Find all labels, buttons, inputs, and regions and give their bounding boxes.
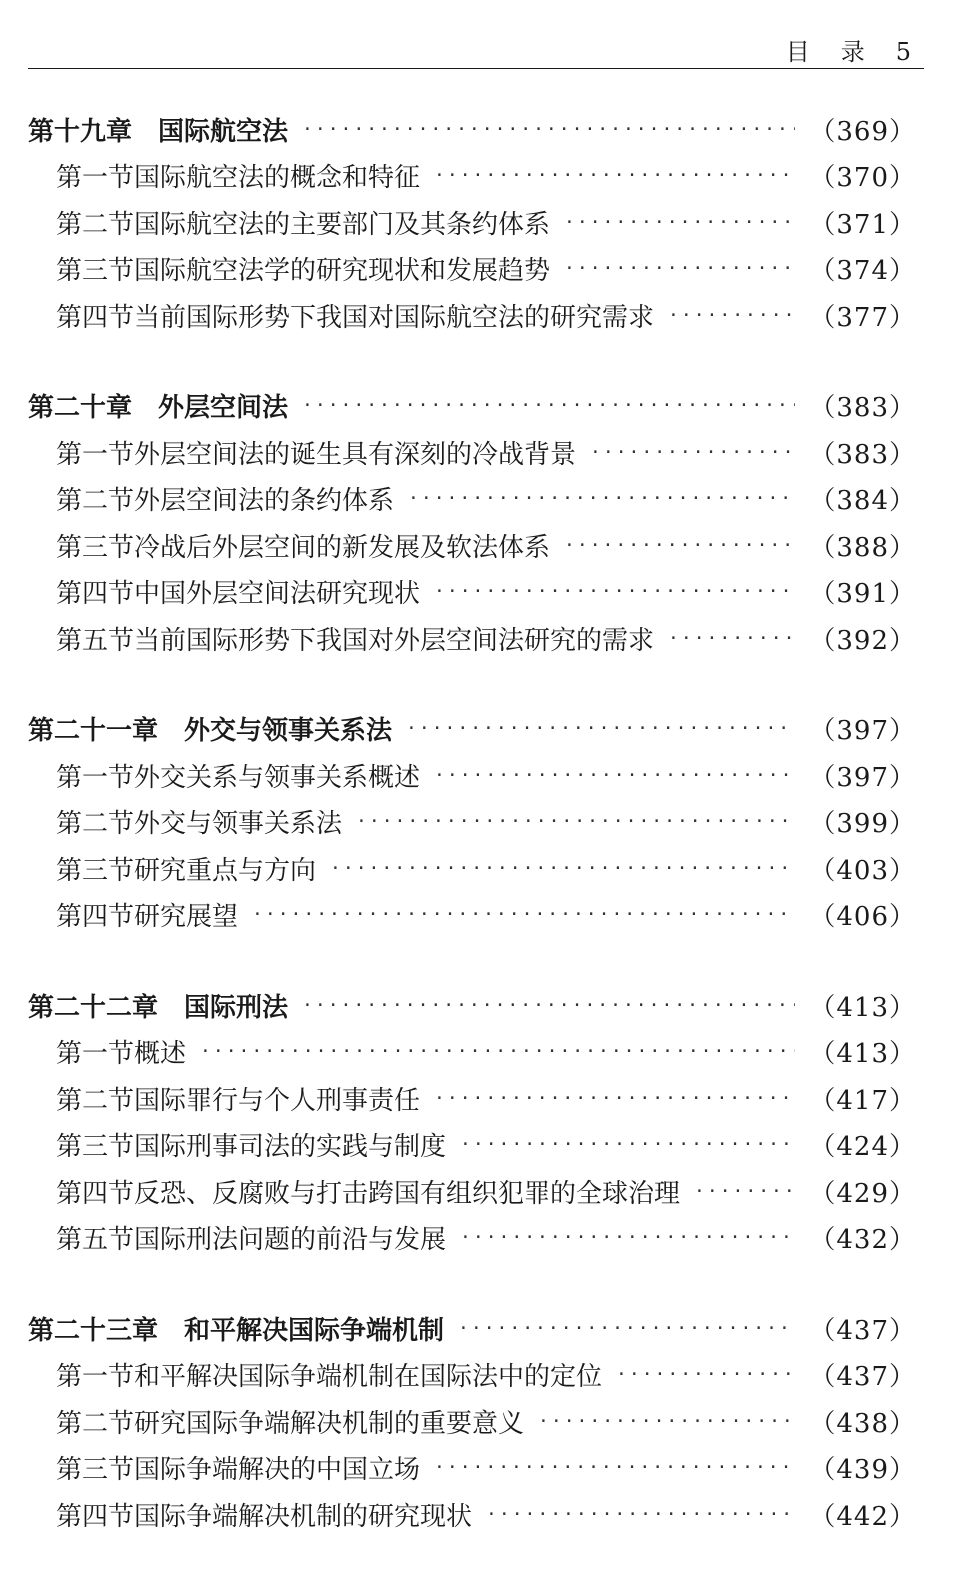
section-entry[interactable] (0, 476, 960, 523)
chapter-block (0, 982, 960, 1261)
section-entry-page: （383） (809, 439, 916, 470)
section-entry[interactable] (0, 569, 960, 616)
section-entry-page: （392） (809, 625, 916, 656)
dot-leader (538, 1411, 795, 1432)
section-entry[interactable] (0, 1122, 960, 1169)
dot-leader (356, 811, 795, 832)
section-entry[interactable] (0, 799, 960, 846)
table-of-contents (0, 106, 960, 1582)
chapter-entry-title: 外层空间法 (158, 393, 289, 424)
section-entry[interactable] (0, 292, 960, 339)
section-entry-title: 国际罪行与个人刑事责任 (134, 1085, 421, 1116)
section-entry-title: 国际争端解决的中国立场 (134, 1455, 421, 1486)
section-entry-number: 第四节 (56, 1178, 135, 1209)
section-entry-number: 第三节 (56, 1132, 135, 1163)
section-entry-title: 国际争端解决机制的研究现状 (134, 1501, 473, 1532)
section-entry-number: 第二节 (56, 486, 135, 517)
chapter-block (0, 706, 960, 939)
section-entry-number: 第三节 (56, 855, 135, 886)
section-entry-page: （442） (809, 1501, 916, 1532)
section-entry-number: 第三节 (56, 532, 135, 563)
section-entry-title: 当前国际形势下我国对外层空间法研究的需求 (134, 625, 655, 656)
section-entry-page: （437） (809, 1362, 916, 1393)
section-entry-number: 第四节 (56, 302, 135, 333)
section-entry-number: 第二节 (56, 209, 135, 240)
section-entry-title: 和平解决国际争端机制在国际法中的定位 (134, 1362, 603, 1393)
chapter-entry[interactable] (0, 1305, 960, 1352)
chapter-entry-number: 第二十二章 (28, 992, 159, 1023)
section-entry-title: 外层空间法的条约体系 (134, 486, 395, 517)
chapter-entry-number: 第二十三章 (28, 1315, 159, 1346)
section-entry[interactable] (0, 153, 960, 200)
section-entry-page: （371） (809, 209, 916, 240)
section-entry[interactable] (0, 892, 960, 939)
section-entry-number: 第一节 (56, 163, 135, 194)
section-entry-page: （417） (809, 1085, 916, 1116)
section-entry[interactable] (0, 199, 960, 246)
section-entry-number: 第五节 (56, 625, 135, 656)
section-entry-title: 研究国际争端解决机制的重要意义 (134, 1408, 525, 1439)
running-header (786, 32, 912, 67)
dot-leader (408, 488, 795, 509)
dot-leader (406, 718, 795, 739)
section-entry-title: 研究重点与方向 (134, 855, 317, 886)
section-entry[interactable] (0, 845, 960, 892)
dot-leader (330, 858, 795, 879)
section-entry-title: 国际航空法的概念和特征 (134, 163, 421, 194)
section-entry-number: 第二节 (56, 809, 135, 840)
dot-leader (460, 1227, 795, 1248)
section-entry-title: 国际航空法的主要部门及其条约体系 (134, 209, 551, 240)
section-entry-title: 外交与领事关系法 (134, 809, 343, 840)
section-entry-page: （429） (809, 1178, 916, 1209)
chapter-entry[interactable] (0, 383, 960, 430)
section-entry-title: 当前国际形势下我国对国际航空法的研究需求 (134, 302, 655, 333)
dot-leader (434, 581, 795, 602)
chapter-entry-page: （413） (809, 992, 916, 1023)
dot-leader (252, 904, 795, 925)
section-entry-title: 外层空间法的诞生具有深刻的冷战背景 (134, 439, 577, 470)
dot-leader (458, 1318, 795, 1339)
dot-leader (668, 628, 795, 649)
section-entry-page: （406） (809, 902, 916, 933)
section-entry[interactable] (0, 246, 960, 293)
section-entry[interactable] (0, 1398, 960, 1445)
section-entry-page: （438） (809, 1408, 916, 1439)
chapter-entry-title: 国际刑法 (184, 992, 289, 1023)
section-entry-number: 第三节 (56, 1455, 135, 1486)
section-entry-title: 国际航空法学的研究现状和发展趋势 (134, 256, 551, 287)
chapter-entry[interactable] (0, 706, 960, 753)
section-entry-page: （413） (809, 1039, 916, 1070)
section-entry[interactable] (0, 1491, 960, 1538)
section-entry-title: 外交关系与领事关系概述 (134, 762, 421, 793)
page-header (28, 30, 924, 69)
section-entry-page: （403） (809, 855, 916, 886)
dot-leader (200, 1041, 795, 1062)
dot-leader (460, 1134, 795, 1155)
section-entry[interactable] (0, 522, 960, 569)
chapter-block (0, 383, 960, 662)
header-label-lu: 录 (840, 38, 866, 66)
dot-leader (434, 165, 795, 186)
chapter-entry[interactable] (0, 106, 960, 153)
section-entry[interactable] (0, 429, 960, 476)
section-entry-number: 第一节 (56, 1039, 135, 1070)
chapter-entry-page: （369） (809, 116, 916, 147)
chapter-entry-title: 外交与领事关系法 (184, 716, 393, 747)
dot-leader (434, 1088, 795, 1109)
section-entry-title: 国际刑事司法的实践与制度 (134, 1132, 447, 1163)
section-entry-number: 第一节 (56, 1362, 135, 1393)
section-entry-page: （432） (809, 1225, 916, 1256)
section-entry[interactable] (0, 1075, 960, 1122)
section-entry-page: （377） (809, 302, 916, 333)
section-entry-title: 概述 (134, 1039, 187, 1070)
chapter-entry-page: （383） (809, 393, 916, 424)
section-entry-number: 第一节 (56, 762, 135, 793)
chapter-entry[interactable] (0, 982, 960, 1029)
dot-leader (694, 1181, 795, 1202)
dot-leader (302, 995, 795, 1016)
section-entry-title: 中国外层空间法研究现状 (134, 579, 421, 610)
section-entry[interactable] (0, 1029, 960, 1076)
chapter-entry-title: 和平解决国际争端机制 (184, 1315, 445, 1346)
section-entry-page: （384） (809, 486, 916, 517)
section-entry-title: 反恐、反腐败与打击跨国有组织犯罪的全球治理 (134, 1178, 681, 1209)
section-entry-number: 第五节 (56, 1225, 135, 1256)
section-entry-number: 第二节 (56, 1408, 135, 1439)
section-entry[interactable] (0, 1215, 960, 1262)
chapter-entry-number: 第十九章 (28, 116, 133, 147)
section-entry-number: 第四节 (56, 579, 135, 610)
chapter-block (0, 1305, 960, 1538)
chapter-entry-page: （437） (809, 1315, 916, 1346)
section-entry-page: （374） (809, 256, 916, 287)
header-page-number: 5 (895, 38, 912, 66)
section-entry-page: （399） (809, 809, 916, 840)
section-entry-number: 第四节 (56, 902, 135, 933)
section-entry-number: 第四节 (56, 1501, 135, 1532)
section-entry-number: 第三节 (56, 256, 135, 287)
section-entry-page: （370） (809, 163, 916, 194)
dot-leader (434, 765, 795, 786)
section-entry[interactable] (0, 1352, 960, 1399)
section-entry[interactable] (0, 1168, 960, 1215)
section-entry-page: （424） (809, 1132, 916, 1163)
dot-leader (302, 119, 795, 140)
section-entry-page: （397） (809, 762, 916, 793)
dot-leader (668, 305, 795, 326)
section-entry[interactable] (0, 615, 960, 662)
dot-leader (564, 535, 795, 556)
chapter-entry-number: 第二十章 (28, 393, 133, 424)
section-entry[interactable] (0, 1445, 960, 1492)
section-entry-title: 研究展望 (134, 902, 239, 933)
section-entry-title: 冷战后外层空间的新发展及软法体系 (134, 532, 551, 563)
chapter-entry-page: （397） (809, 716, 916, 747)
dot-leader (486, 1504, 795, 1525)
chapter-block (0, 106, 960, 339)
header-label-mu: 目 (785, 38, 811, 66)
dot-leader (616, 1364, 795, 1385)
dot-leader (564, 212, 795, 233)
section-entry-title: 国际刑法问题的前沿与发展 (134, 1225, 447, 1256)
dot-leader (434, 1457, 795, 1478)
section-entry[interactable] (0, 752, 960, 799)
section-entry-number: 第一节 (56, 439, 135, 470)
section-entry-page: （391） (809, 579, 916, 610)
dot-leader (564, 258, 795, 279)
section-entry-page: （439） (809, 1455, 916, 1486)
chapter-entry-title: 国际航空法 (158, 116, 289, 147)
section-entry-number: 第二节 (56, 1085, 135, 1116)
chapter-entry-number: 第二十一章 (28, 716, 159, 747)
section-entry-page: （388） (809, 532, 916, 563)
dot-leader (590, 442, 795, 463)
dot-leader (302, 395, 795, 416)
